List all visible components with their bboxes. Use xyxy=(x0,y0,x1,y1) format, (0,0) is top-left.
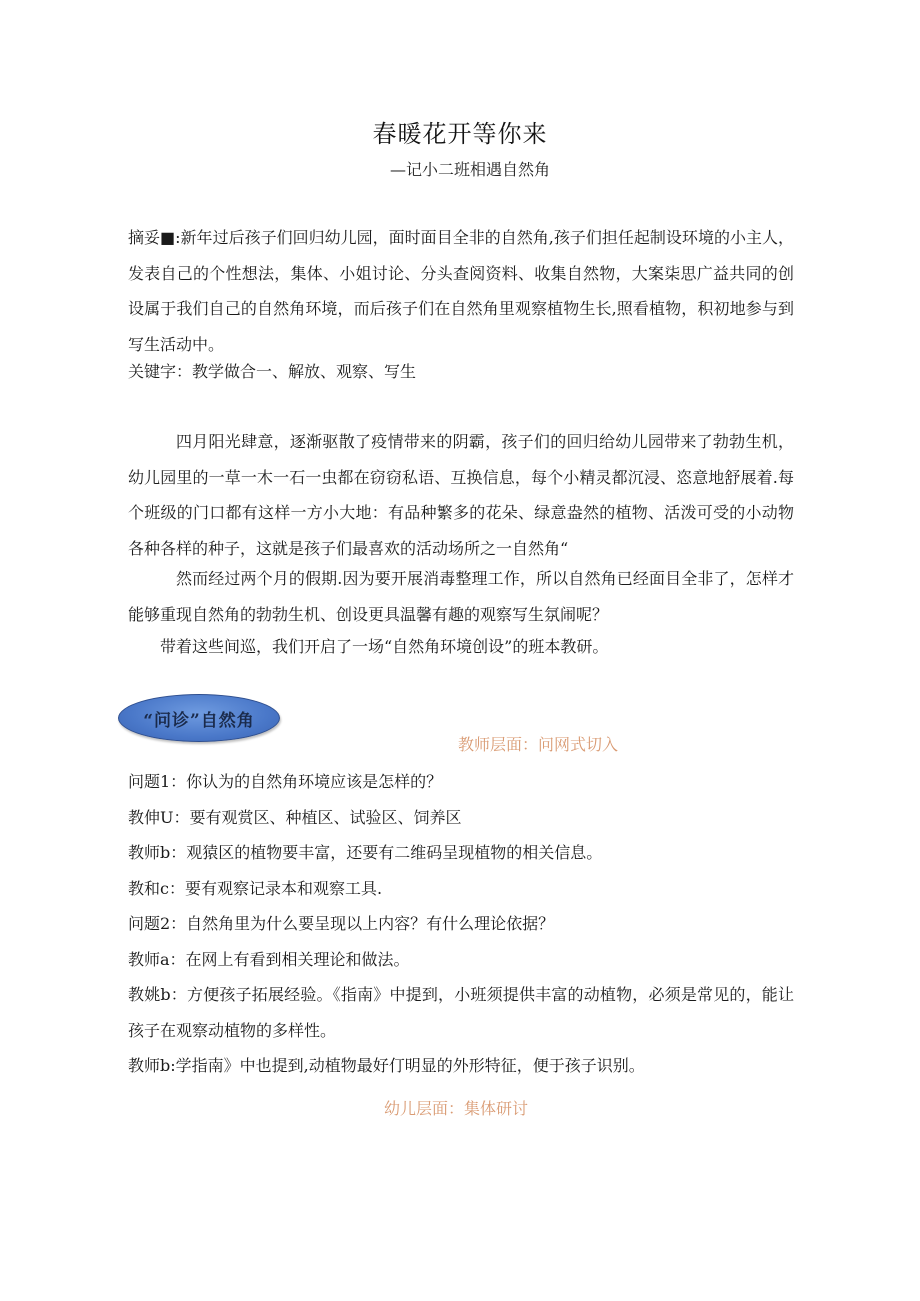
document-subtitle: —记小二班相遇自然角 xyxy=(389,160,550,179)
qa-line: 教师b:学指南》中也提到,动植物最好仃明显的外形特征，便于孩子识别。 xyxy=(128,1056,645,1075)
keywords-line: 关键字：教学做合一、解放、观察、写生 xyxy=(128,362,417,381)
qa-line: 问题1：你认为的自然角环境应该是怎样的？ xyxy=(128,772,443,791)
qa-line: 教师a：在网上有看到相关理论和做法。 xyxy=(128,949,410,969)
qa-list xyxy=(128,764,794,1084)
section-badge-label: “问诊”自然角 xyxy=(143,710,255,731)
document-title: 春暖花开等你来 xyxy=(372,120,548,148)
qa-line: 教和c：要有观察记录本和观察工具. xyxy=(128,878,383,898)
child-level-label: 幼儿层面：集体研讨 xyxy=(384,1099,529,1118)
section-badge-oval xyxy=(118,694,280,742)
body-paragraph-1: 四月阳光肆意，逐渐驱散了疫情带来的阴霸，孩子们的回归给幼儿园带来了勃勃生机，幼儿园里的一草一木一石一虫都在窃窃私语、互换信息，每个小精灵都沉浸、恣意地舒展着.每个班级的门口都有这样一方小大地：有品种繁多的花朵、绿意盎然的植物、活泼可受的小动物各种各样的种子，这就是孩子们最喜欢的活动场所之一自然角“ xyxy=(128,432,794,558)
body-paragraph-2: 然而经过两个月的假期.因为要开展消毒整理工作，所以自然角已经面目全非了，怎样才能够重现自然角的勃勃生机、创设更具温馨有趣的观察写生氛闹呢？ xyxy=(128,569,794,624)
qa-line: 教师b：观猿区的植物要丰富，还要有二维码呈现植物的相关信息。 xyxy=(128,843,603,862)
abstract-paragraph: 摘妥■:新年过后孩子们回归幼儿园，面时面目全非的自然角,孩子们担任起制设环境的小主人，发表自己的个性想法，集体、小姐讨论、分头查阅资料、收集自然物，大案柒思广益共同的创设属于我们自己的自然角环境，而后孩子们在自然角里观察植物生长,照看植物，积初地参与到写生活动中。 xyxy=(128,228,794,354)
body-paragraph-3: 带着这些间巡，我们开启了一场“自然角环境创设”的班本教研。 xyxy=(160,637,609,656)
qa-line: 问题2：自然角里为什么要呈现以上内容？有什么理论依据？ xyxy=(128,914,555,933)
qa-line: 教姚b：方便孩子拓展经验。《指南》中提到，小班须提供丰富的动植物，必须是常见的，能让孩子在观察动植物的多样性。 xyxy=(128,985,794,1040)
teacher-level-label: 教师层面：问网式切入 xyxy=(458,735,619,754)
qa-line: 教伸U：要有观赏区、种植区、试验区、饲养区 xyxy=(128,807,462,827)
